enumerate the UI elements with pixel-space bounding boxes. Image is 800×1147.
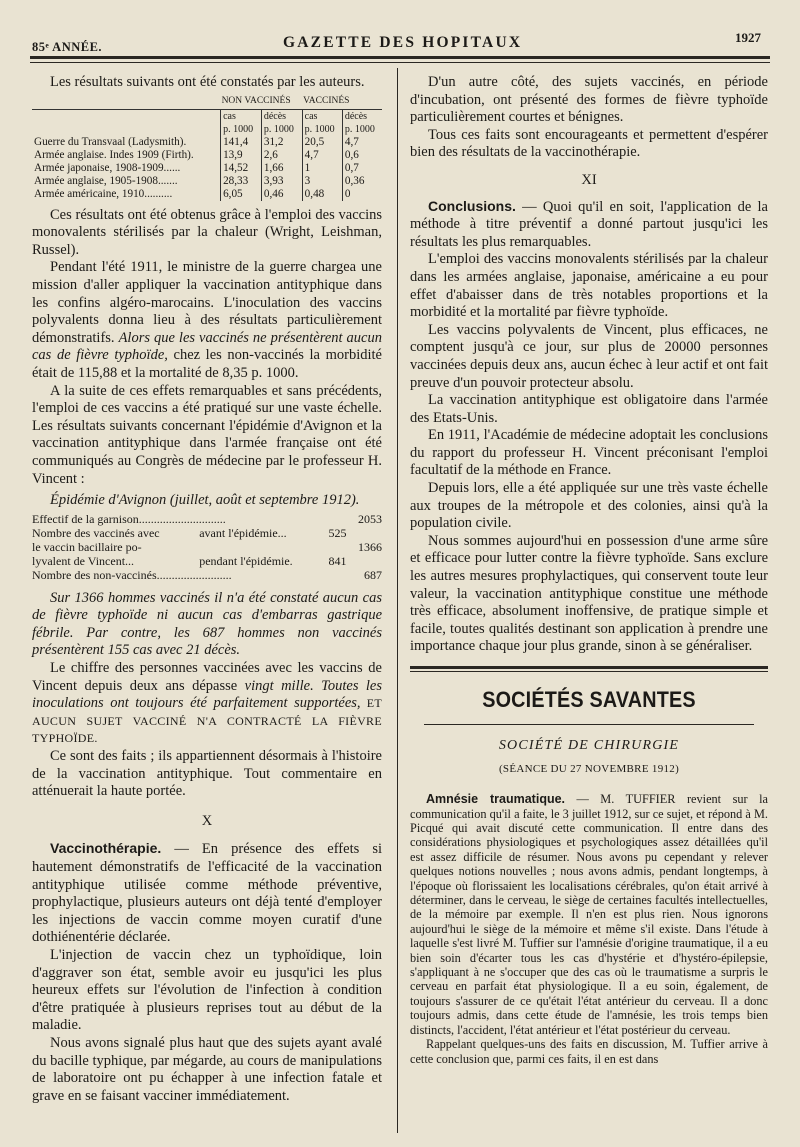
section-heading: Conclusions. [428, 197, 516, 214]
table-row [32, 136, 382, 149]
cell: 28,33 [221, 175, 262, 188]
row-label: Guerre du Transvaal (Ladysmith). [34, 135, 187, 148]
paragraph: Nous sommes aujourd'hui en possession d'une arme sûre et efficace pour lutter contre la fièvre typhoïde. Sans exclure les autres mesures prophylactiques, qui conservent toute leur valeur, la vaccination antityphique constitue une méthode très efficace, absolument inoffensive, de pratique simple et facile, toutes qualités destinant son application à prendre une importance chaque jour plus grande, sinon à se généraliser. [410, 532, 768, 655]
paragraph: Sur 1366 hommes vaccinés il n'a été constaté aucun cas de fièvre typhoïde ni aucun cas d'embarras gastrique fébrile. Par contre, les 687 hommes non vaccinés présentèrent 155 cas avec 21 décès. [32, 589, 382, 659]
paragraph: D'un autre côté, des sujets vaccinés, en période d'incubation, ont présenté des formes de fièvre typhoïde particulièrement courtes et bénignes. [410, 74, 768, 126]
nonvac-label: Nombre des non-vaccinés......................... [32, 567, 232, 582]
vaccination-table [32, 94, 382, 201]
report-heading: Amnésie traumatique. [426, 792, 566, 807]
table-row [32, 149, 382, 162]
paragraph [32, 259, 382, 382]
table-row [32, 162, 382, 175]
cell: 31,2 [261, 136, 302, 149]
cell: 13,9 [221, 149, 262, 162]
header-non-vaccines: NON VACCINÉS [221, 94, 303, 110]
during-value: 841 [328, 553, 347, 568]
cell: 0,7 [342, 162, 382, 175]
vaccinated-label: le vaccin bacillaire po- [32, 539, 142, 554]
left-column [32, 74, 382, 1105]
vaccinated-label: Nombre des vaccinés avec [32, 525, 160, 540]
smallcaps-run: ET AUCUN SUJET VACCINÉ N'A CONTRACTÉ LA FIÈVRE TYPHOÏDE. [32, 696, 382, 746]
cell: 1,66 [261, 162, 302, 175]
paragraph: Ces résultats ont été obtenus grâce à l'emploi des vaccins monovalents stérilisés par la chaleur (Wright, Leishman, Russel). [32, 206, 382, 258]
nonvac-value: 687 [364, 567, 382, 582]
cell: 2,6 [261, 149, 302, 162]
epidemic-title: Épidémie d'Avignon (juillet, août et septembre 1912). [50, 492, 360, 509]
text-run: chez les non-vaccinés la morbidité était de 115,88 et la mortalité de 8,35 p. 1000. [32, 347, 382, 381]
journal-title: GAZETTE DES HOPITAUX [283, 34, 523, 51]
text-run: — Quoi qu'il en soit, l'application de la méthode à titre préventif a donné partout jusqu'ici les résultats les plus remarquables. [410, 198, 768, 250]
row-label: Armée américaine, 1910.......... [34, 187, 173, 200]
cell: 0,6 [342, 149, 382, 162]
header-vaccines: VACCINÉS [302, 94, 382, 110]
section-heading: Vaccinothérapie. [50, 840, 162, 857]
paragraph [32, 840, 382, 947]
societes-title: SOCIÉTÉS SAVANTES [482, 687, 696, 712]
paragraph: Rappelant quelques-uns des faits en discussion, M. Tuffier arrive à cette conclusion que, parmi ces faits, il en est dans [410, 1037, 768, 1066]
section-rule [410, 666, 768, 669]
text-run: Pendant l'été 1911, le ministre de la guerre chargea une mission d'aller appliquer la vaccination antityphique dans les confins algéro-marocains. L'inoculation des vaccins polyvalents donna lieu à des résultats particulièrement démonstratifs. [32, 259, 382, 346]
col-deces: décès [342, 109, 382, 123]
paragraph: L'emploi des vaccins monovalents stérilisés par la chaleur dans les armées anglaise, japonaise, américaine a eu pour effet d'abaisser dans de très notables proportions et la morbidité et la mortalité par fièvre typhoïde. [410, 251, 768, 321]
paragraph: Ce sont des faits ; ils appartiennent désormais à l'histoire de la vaccination antityphique. Tout commentaire en atténuerait la haute portée. [32, 748, 382, 800]
cell: 3,93 [261, 175, 302, 188]
vaccinated-label: lyvalent de Vincent... [32, 553, 135, 568]
cell: 14,52 [221, 162, 262, 175]
unit-label: p. 1000 [221, 123, 262, 136]
right-column [410, 74, 768, 1066]
avignon-table [32, 512, 382, 582]
table-row [32, 188, 382, 201]
col-cas: cas [302, 109, 342, 123]
section-rule [424, 724, 754, 725]
societe-report [410, 792, 768, 1066]
italic-run: Alors que les vaccinés ne présentèrent aucun cas de fièvre typhoïde, [32, 329, 382, 364]
garrison-value: 2053 [358, 511, 382, 526]
paragraph: La vaccination antityphique est obligatoire dans l'armée des Etats-Unis. [410, 392, 768, 426]
cell: 0 [342, 188, 382, 201]
during-label: pendant l'épidémie. [199, 553, 293, 568]
garrison-label: Effectif de la garnison............................. [32, 511, 226, 526]
text-run: — M. TUFFIER revient sur la communication qu'il a faite, le 3 juillet 1912, sur ce sujet, et répond à M. Picqué qui avait discuté cette communication. Il entre dans des considérations physiologiques et psychologiques assez détaillées qu'il est assez difficile de résumer. Nous avons pu cependant y relever quelques notions nouvelles ; nous avons admis, pendant longtemps, à l'époque où florissaient les localisations cérébrales, qu'on était arrivé à déterminer, dans le cerveau, le siège de certaines facultés intellectuelles, de la mémoire par exemple. Il n'en est plus rien. Nous ignorons aujourd'hui le siège de la mémoire et même s'il existe. Dans l'étude à laquelle s'est livré M. Tuffier sur l'amnésie d'origine traumatique, il a eu bien soin d'écarter tous les cas d'hystérie et d'hystéro-épilepsie, s'appliquant à ne s'occuper que des cas où le traumatisme a surpris le cerveau en parfait état physiologique. Il a eu soin, également, de toujours s'assurer de ce qu'était l'état antérieur du cerveau. Il a donc toujours admis, dans cette étude de l'amnésie, les trois temps bien distincts, l'accident, l'état antérieur et l'état postérieur du cerveau. [410, 792, 768, 1037]
cell: 0,36 [342, 175, 382, 188]
header-rule-thick [30, 56, 770, 59]
section-rule [410, 671, 768, 672]
paragraph [32, 660, 382, 748]
cell: 4,7 [342, 136, 382, 149]
italic-run: vingt mille. Toutes les inoculations ont toujours été parfaitement supportées, [32, 677, 383, 712]
cell: 0,46 [261, 188, 302, 201]
cell: 1 [302, 162, 342, 175]
paragraph [410, 198, 768, 252]
vaccinated-total: 1366 [358, 539, 382, 554]
cell: 20,5 [302, 136, 342, 149]
cell: 6,05 [221, 188, 262, 201]
issue-year: 85ᵉ ANNÉE. [32, 40, 103, 54]
section-number: XI [581, 171, 597, 188]
paragraph: Les vaccins polyvalents de Vincent, plus efficaces, ne comptent jusqu'à ce jour, sur plus de 20000 personnes vaccinées depuis deux ans, aucun échec à leur actif et ont fait preuve d'un pouvoir protecteur absolu. [410, 321, 768, 391]
column-divider [397, 68, 398, 1133]
table-row [32, 175, 382, 188]
text-run: — En présence des effets si hautement démonstratifs de l'efficacité de la vaccination antityphique utilisée comme méthode préventive, prophylactique, plusieurs auteurs ont déjà tenté d'employer les injections de vaccin comme moyen curatif d'une dothiénentérie déclarée. [32, 841, 382, 946]
paragraph: En 1911, l'Académie de médecine adoptait les conclusions du rapport du professeur H. Vincent préconisant l'emploi facultatif de la méthode en France. [410, 427, 768, 479]
header-rule-thin [30, 62, 770, 63]
section-number: X [201, 812, 213, 829]
paragraph: A la suite de ces effets remarquables et sans précédents, l'emploi de ces vaccins a été pratiqué sur une vaste échelle. Les résultats suivants concernant l'épidémie d'Avignon et la vaccination antityphique dans l'armée française ont été communiqués au Congrès de médecine par le professeur H. Vincent : [32, 382, 382, 487]
page-number: 1927 [735, 30, 761, 45]
unit-label: p. 1000 [342, 123, 382, 136]
before-value: 525 [328, 525, 347, 540]
unit-label: p. 1000 [302, 123, 342, 136]
paragraph: Tous ces faits sont encourageants et permettent d'espérer bien des résultats de la vaccinothérapie. [410, 126, 768, 161]
paragraph: Depuis lors, elle a été appliquée sur une très vaste échelle aux troupes de la métropole et des colonies, ainsi qu'à la population civile. [410, 480, 768, 532]
cell: 3 [302, 175, 342, 188]
seance-date: (SÉANCE DU 27 NOVEMBRE 1912) [498, 762, 680, 775]
unit-label: p. 1000 [261, 123, 302, 136]
cell: 4,7 [302, 149, 342, 162]
row-label: Armée anglaise. Indes 1909 (Firth). [34, 148, 194, 161]
before-label: avant l'épidémie... [199, 525, 287, 540]
text-run: Le chiffre des personnes vaccinées avec les vaccins de Vincent depuis deux ans dépasse [32, 660, 382, 694]
row-label: Armée japonaise, 1908-1909...... [34, 161, 181, 174]
intro-paragraph: Les résultats suivants ont été constatés par les auteurs. [50, 74, 365, 90]
col-cas: cas [221, 109, 262, 123]
paragraph: Nous avons signalé plus haut que des sujets ayant avalé du bacille typhique, par mégarde, au cours de manipulations de laboratoire ont pu échapper à une infection fatale et grave en se faisant vacciner immédiatement. [32, 1034, 382, 1104]
paragraph: L'injection de vaccin chez un typhoïdique, loin d'aggraver son état, semble avoir eu jusqu'ici les plus heureux effets sur l'évolution de l'infection à condition d'être pratiquée à plusieurs reprises tout au début de la maladie. [32, 946, 382, 1034]
col-deces: décès [261, 109, 302, 123]
row-label: Armée anglaise, 1905-1908....... [34, 174, 178, 187]
paragraph [410, 792, 768, 1037]
societe-title: SOCIÉTÉ DE CHIRURGIE [498, 738, 680, 753]
cell: 0,48 [302, 188, 342, 201]
cell: 141,4 [221, 136, 262, 149]
